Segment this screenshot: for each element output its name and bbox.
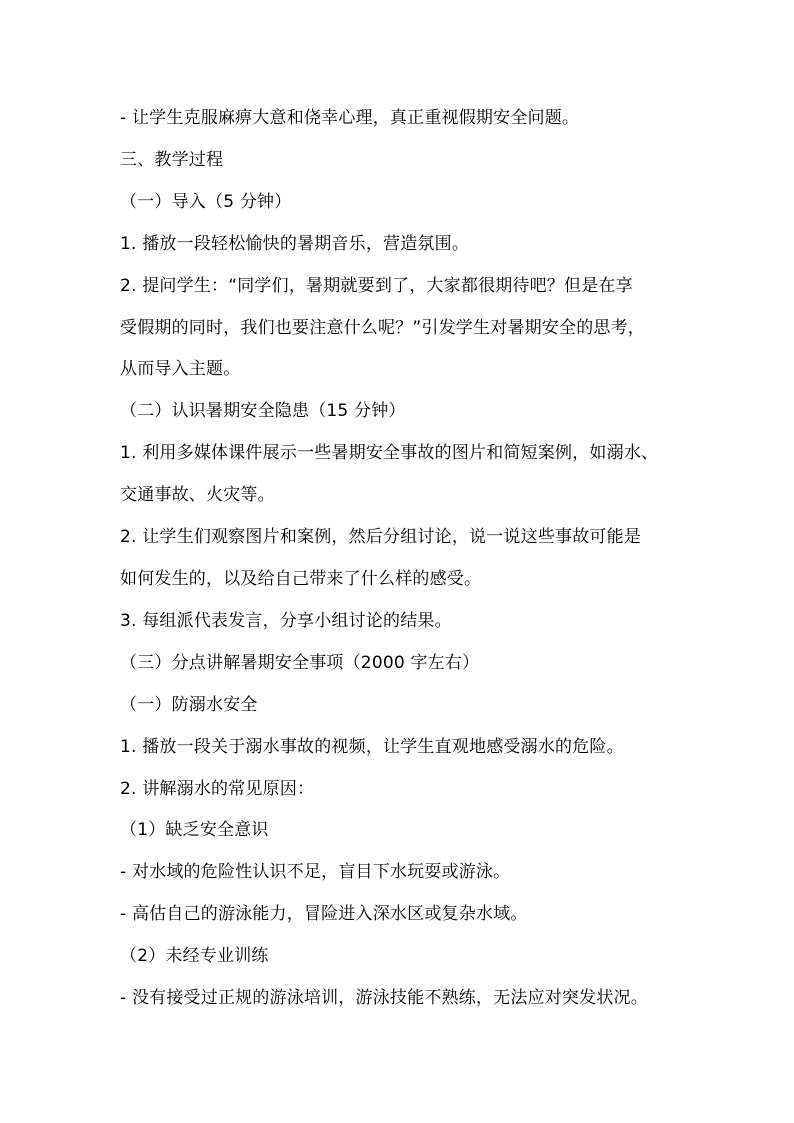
document-body bbox=[120, 98, 690, 1020]
subheading-drowning-prevention: （一）防溺水安全 bbox=[120, 694, 258, 715]
subheading-introduction: （一）导入（5 分钟） bbox=[120, 191, 292, 212]
hazards-step-3: 3. 每组派代表发言，分享小组讨论的结果。 bbox=[120, 610, 452, 631]
section-heading-teaching-process: 三、教学过程 bbox=[120, 149, 224, 170]
intro-step-1: 1. 播放一段轻松愉快的暑期音乐，营造氛围。 bbox=[120, 233, 470, 254]
drowning-step-1: 1. 播放一段关于溺水事故的视频，让学生直观地感受溺水的危险。 bbox=[120, 736, 624, 757]
intro-step-2-line-1: 2. 提问学生：“同学们，暑期就要到了，大家都很期待吧？但是在享 bbox=[120, 275, 633, 296]
cause-2-bullet-1: - 没有接受过正规的游泳培训，游泳技能不熟练，无法应对突发状况。 bbox=[120, 988, 648, 1009]
hazards-step-1-line-2: 交通事故、火灾等。 bbox=[120, 485, 275, 506]
hazards-step-2-line-2: 如何发生的，以及给自己带来了什么样的感受。 bbox=[120, 568, 482, 589]
subheading-safety-items: （三）分点讲解暑期安全事项（2000 字左右） bbox=[120, 652, 480, 673]
cause-1-heading: （1）缺乏安全意识 bbox=[120, 820, 269, 841]
subheading-safety-hazards: （二）认识暑期安全隐患（15 分钟） bbox=[120, 401, 406, 422]
cause-2-heading: （2）未经专业训练 bbox=[120, 946, 269, 967]
hazards-step-1-line-1: 1. 利用多媒体课件展示一些暑期安全事故的图片和简短案例，如溺水、 bbox=[120, 443, 659, 464]
intro-step-2-line-3: 从而导入主题。 bbox=[120, 359, 241, 380]
cause-1-bullet-1: - 对水域的危险性认识不足，盲目下水玩耍或游泳。 bbox=[120, 862, 511, 883]
drowning-step-2: 2. 讲解溺水的常见原因： bbox=[120, 778, 315, 799]
intro-step-2-line-2: 受假期的同时，我们也要注意什么呢？”引发学生对暑期安全的思考， bbox=[120, 317, 646, 338]
bullet-overcome-carelessness: - 让学生克服麻痹大意和侥幸心理，真正重视假期安全问题。 bbox=[120, 108, 580, 128]
hazards-step-2-line-1: 2. 让学生们观察图片和案例，然后分组讨论，说一说这些事故可能是 bbox=[120, 527, 642, 548]
cause-1-bullet-2: - 高估自己的游泳能力，冒险进入深水区或复杂水域。 bbox=[120, 904, 528, 925]
